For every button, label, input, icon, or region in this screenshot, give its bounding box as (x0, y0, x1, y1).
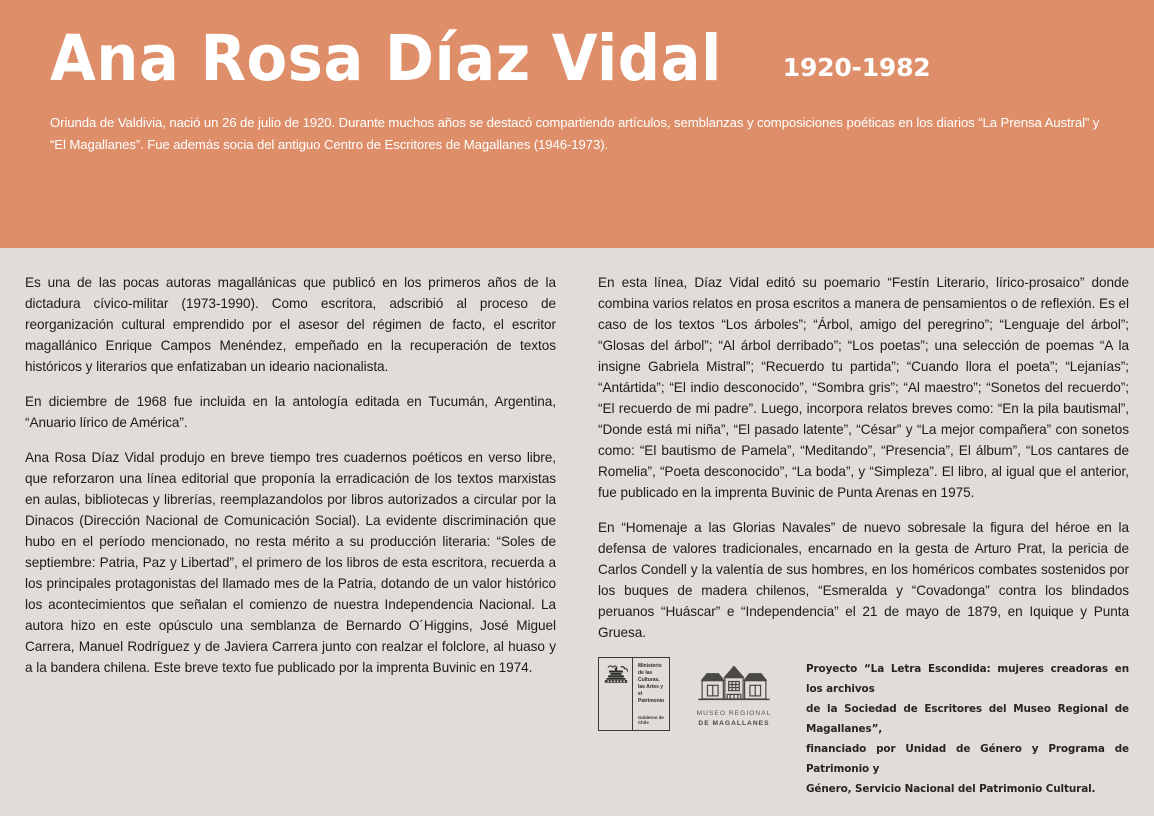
museo-logo-line2: DE MAGALLANES (698, 719, 770, 727)
author-life-years: 1920-1982 (782, 53, 931, 82)
ministerio-logo-government: Gobierno de Chile (638, 715, 664, 725)
project-credit-line-4: Género, Servicio Nacional del Patrimonio Cultural. (806, 782, 1096, 795)
left-paragraph-1: Es una de las pocas autoras magallánicas que publicó en los primeros años de la dictadura cívico-militar (1973-1990). Como escritora, adscribió al proceso de reorganización cultural emprendido por el asesor del régimen de facto, el escritor magallánico Enrique Campos Menéndez, empeñado en la recuperación de textos históricos y literarios que enfatizaban un ideario nacionalista. (25, 275, 556, 374)
museo-regional-logo (686, 657, 782, 729)
left-paragraph-3: Ana Rosa Díaz Vidal produjo en breve tiempo tres cuadernos poéticos en verso libre, que reforzaron una línea editorial que proponía la erradicación de los textos marxistas en aulas, bibliotecas y librerías, reemplazandolos por libros autorizados a circular por la Dinacos (Dirección Nacional de Comunicación Social). La evidente discriminación que hubo en el período mencionado, no resta mérito a su producción literaria: “Soles de septiembre: Patria, Paz y Libertad”, el primero de los libros de esta escritora, recuerda a los principales protagonistas del llamado mes de la Patria, dotando de un valor histórico los acontecimientos que señalan el comienzo de nuestra Independencia Nacional. La autora hizo en este opúsculo una semblanza de Bernardo O´Higgins, José Miguel Carrera, Manuel Rodríguez y de Javiera Carrera junto con realzar el folclore, al huaso y a la bandera chilena. Este breve texto fue publicado por la imprenta Buvinic en 1974. (25, 450, 556, 675)
ministerio-logo-title: Ministerio de las Culturas, las Artes y el Patrimonio (638, 663, 665, 705)
header-band (0, 0, 1154, 248)
ministerio-logo-text (633, 658, 669, 730)
page-title: Ana Rosa Díaz Vidal (50, 22, 722, 95)
chile-coat-of-arms-icon (599, 658, 633, 730)
project-credit-line-3: financiado por Unidad de Género y Programa de Patrimonio y (806, 742, 1129, 775)
right-column (598, 272, 1129, 795)
author-bio-text: Oriunda de Valdivia, nació un 26 de julio de 1920. Durante muchos años se destacó compartiendo artículos, semblanzas y composiciones poéticas en los diarios “La Prensa Austral” y “El Magallanes”. Fue además socia del antiguo Centro de Escritores de Magallanes (1946-1973). (50, 114, 1100, 153)
project-credit-text (798, 657, 1129, 800)
right-paragraph-1: En esta línea, Díaz Vidal editó su poemario “Festín Literario, lírico-prosaico” donde combina varios relatos en prosa escritos a manera de pensamientos o de reflexión. Es el caso de los textos “Los árboles”; “Árbol, amigo del peregrino”; “Lenguaje del árbol”; “Glosas del árbol”; “Al árbol derribado”; “Los poetas”; una selección de poemas “A la insigne Gabriela Mistral”; “Recuerdo tu partida”; “Cuando llora el poeta”; “Lejanías”; “Antártida”; “El indio desconocido”, “Sombra gris”; “Al maestro”; “Sonetos del recuerdo”; “El recuerdo de mi padre”. Luego, incorpora relatos breves como: “En la pila bautismal”, “Donde está mi niña”, “El pasado latente”, “César” y “La mejor compañera” con sonetos como: “El bautismo de Pamela”, “Meditando”, “Presencia”, El álbum”, “Los cantares de Romelia”, “Poeta desconocido”, “La boda”, y “Simpleza”. El libro, al igual que el anterior, fue publicado en la imprenta Buvinic de Punta Arenas en 1975. (598, 275, 1129, 500)
left-column (25, 272, 556, 774)
ministerio-logo (598, 657, 670, 731)
title-row (50, 22, 1114, 95)
footer-credits (598, 657, 1129, 816)
project-credit-line-1: Proyecto “La Letra Escondida: mujeres creadoras en los archivos (806, 663, 1129, 695)
museo-logo-line1: MUSEO REGIONAL (696, 710, 772, 717)
museum-building-icon (696, 661, 772, 705)
body-columns (0, 248, 1154, 795)
left-paragraph-2: En diciembre de 1968 fue incluida en la antología editada en Tucumán, Argentina, “Anuario lírico de América”. (25, 394, 556, 430)
right-paragraph-2: En “Homenaje a las Glorias Navales” de nuevo sobresale la figura del héroe en la defensa de valores tradicionales, encarnado en la gesta de Arturo Prat, la pericia de Carlos Condell y la valentía de sus hombres, en los homéricos combates sostenidos por los buques de madera chilenos, “Esmeralda y “Covadonga” contra los blindados peruanos “Huáscar” e “Independencia” el 21 de mayo de 1879, en Iquique y Punta Gruesa. (598, 520, 1129, 640)
project-credit-line-2: de la Sociedad de Escritores del Museo Regional de Magallanes”, (806, 702, 1129, 735)
museo-regional-logo-text (697, 709, 772, 729)
